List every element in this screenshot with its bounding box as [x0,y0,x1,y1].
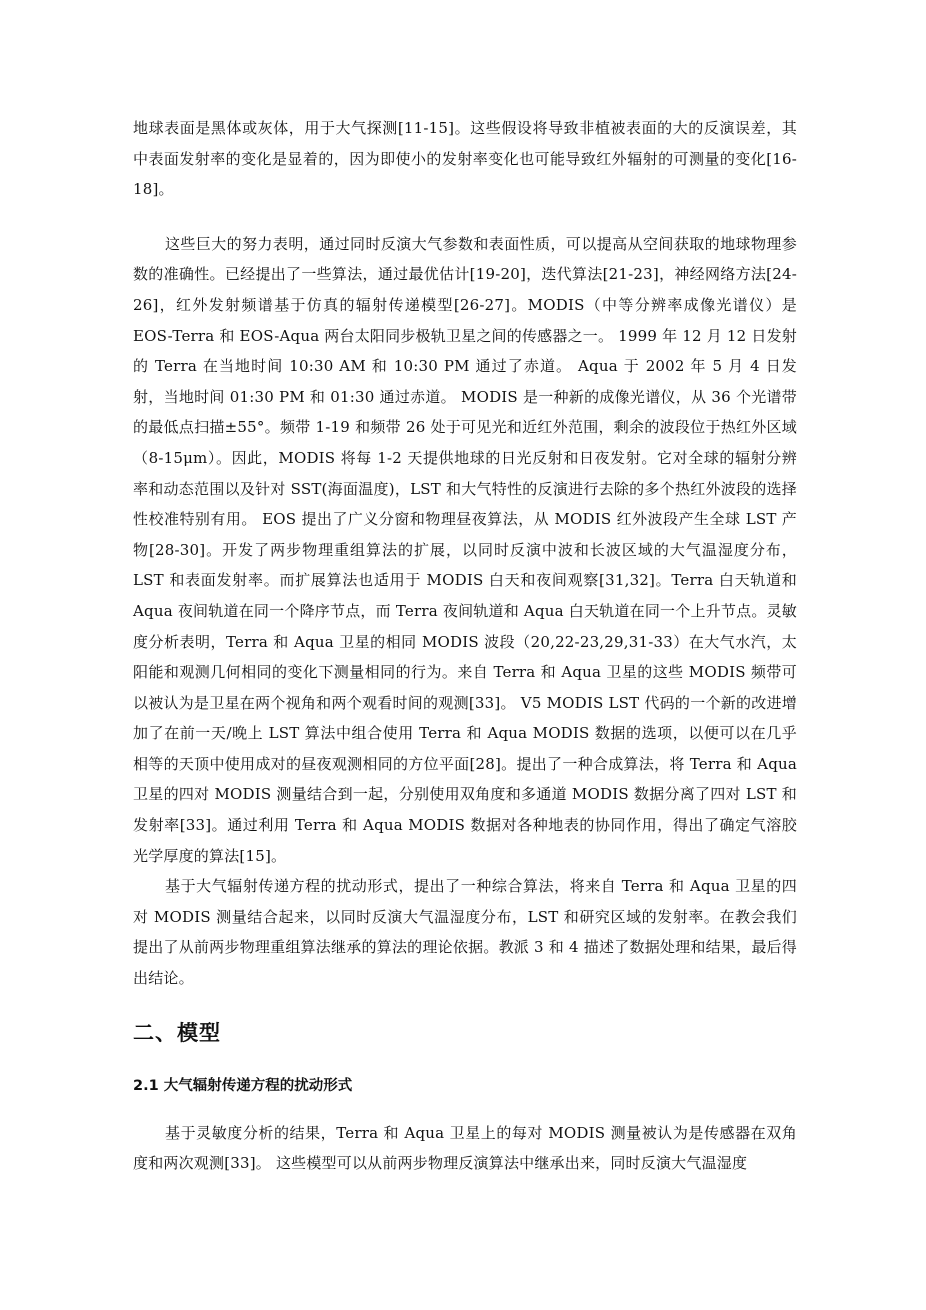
paragraph-2: 这些巨大的努力表明，通过同时反演大气参数和表面性质，可以提高从空间获取的地球物理参数的准确性。已经提出了一些算法，通过最优估计[19-20]，迭代算法[21-23]，神经网络方法[24-26]，红外发射频谱基于仿真的辐射传递模型[26-27]。MODIS（中等分辨率成像光谱仪）是 EOS-Terra 和 EOS-Aqua 两台太阳同步极轨卫星之间的传感器之一。 1999 年 12 月 12 日发射的 Terra 在当地时间 10:30 AM 和 10:30 PM 通过了赤道。 Aqua 于 2002 年 5 月 4 日发射，当地时间 01:30 PM 和 01:30 通过赤道。 MODIS 是一种新的成像光谱仪，从 36 个光谱带的最低点扫描±55°。频带 1-19 和频带 26 处于可见光和近红外范围，剩余的波段位于热红外区域（8-15μm）。因此，MODIS 将每 1-2 天提供地球的日光反射和日夜发射。它对全球的辐射分辨率和动态范围以及针对 SST(海面温度)，LST 和大气特性的反演进行去除的多个热红外波段的选择性校准特别有用。 EOS 提出了广义分窗和物理昼夜算法，从 MODIS 红外波段产生全球 LST 产物[28-30]。开发了两步物理重组算法的扩展，以同时反演中波和长波区域的大气温湿度分布，LST 和表面发射率。而扩展算法也适用于 MODIS 白天和夜间观察[31,32]。Terra 白天轨道和 Aqua 夜间轨道在同一个降序节点，而 Terra 夜间轨道和 Aqua 白天轨道在同一个上升节点。灵敏度分析表明，Terra 和 Aqua 卫星的相同 MODIS 波段（20,22-23,29,31-33）在大气水汽，太阳能和观测几何相同的变化下测量相同的行为。来自 Terra 和 Aqua 卫星的这些 MODIS 频带可以被认为是卫星在两个视角和两个观看时间的观测[33]。 V5 MODIS LST 代码的一个新的改进增加了在前一天/晚上 LST 算法中组合使用 Terra 和 Aqua MODIS 数据的选项，以便可以在几乎相等的天顶中使用成对的昼夜观测相同的方位平面[28]。提出了一种合成算法，将 Terra 和 Aqua 卫星的四对 MODIS 测量结合到一起，分别使用双角度和多通道 MODIS 数据分离了四对 LST 和发射率[33]。通过利用 Terra 和 Aqua MODIS 数据对各种地表的协同作用，得出了确定气溶胶光学厚度的算法[15]。 [133,234,797,865]
paragraph-3: 基于大气辐射传递方程的扰动形式，提出了一种综合算法，将来自 Terra 和 Aqua 卫星的四对 MODIS 测量结合起来，以同时反演大气温湿度分布，LST 和研究区域的发射率。在教会我们提出了从前两步物理重组算法继承的算法的理论依据。教派 3 和 4 描述了数据处理和结果，最后得出结论。 [133,877,797,988]
section-heading: 二、模型 [133,1020,221,1045]
paragraph-1: 地球表面是黑体或灰体，用于大气探测[11-15]。这些假设将导致非植被表面的大的反演误差，其中表面发射率的变化是显着的，因为即使小的发射率变化也可能导致红外辐射的可测量的变化[16-18]。 [133,119,797,199]
subsection-heading: 2.1 大气辐射传递方程的扰动形式 [133,1077,353,1094]
paragraph-4: 基于灵敏度分析的结果，Terra 和 Aqua 卫星上的每对 MODIS 测量被认为是传感器在双角度和两次观测[33]。 这些模型可以从前两步物理反演算法中继承出来，同时反演大气温湿度 [133,1123,797,1173]
document-page [133,113,797,1179]
